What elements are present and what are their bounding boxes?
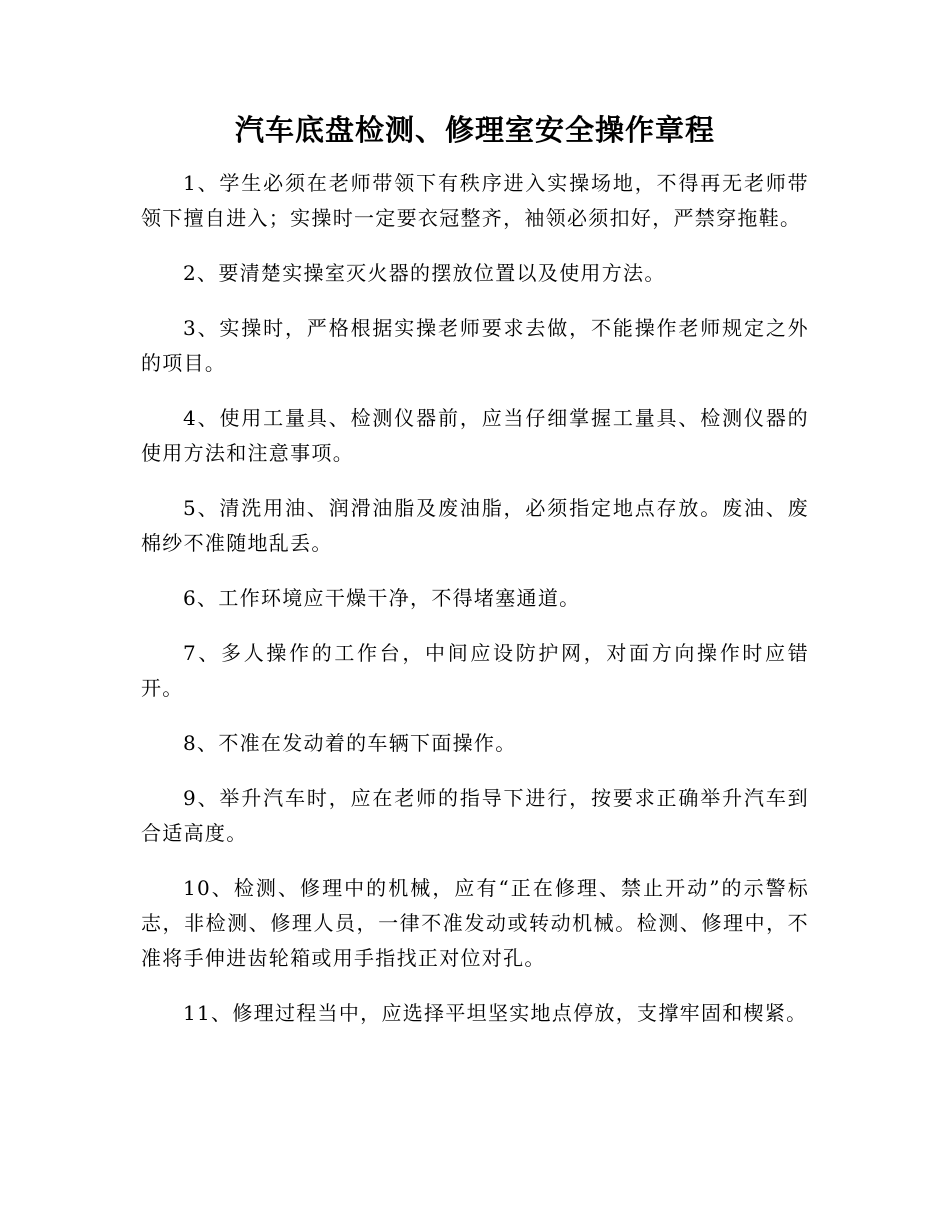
document-body (141, 166, 809, 1051)
paragraph-11: 11、修理过程当中，应选择平坦坚实地点停放，支撑牢固和楔紧。 (183, 1001, 808, 1025)
paragraph-5: 5、清洗用油、润滑油脂及废油脂，必须指定地点存放。废油、废棉纱不准随地乱丢。 (141, 496, 809, 555)
paragraph-7: 7、多人操作的工作台，中间应设防护网，对面方向操作时应错开。 (141, 641, 809, 700)
paragraph-1: 1、学生必须在老师带领下有秩序进入实操场地，不得再无老师带领下擅自进入；实操时一定要衣冠整齐，袖领必须扣好，严禁穿拖鞋。 (141, 171, 809, 230)
paragraph-6: 6、工作环境应干燥干净，不得堵塞通道。 (183, 586, 581, 610)
paragraph-9: 9、举升汽车时，应在老师的指导下进行，按要求正确举升汽车到合适高度。 (141, 786, 809, 845)
document-title: 汽车底盘检测、修理室安全操作章程 (234, 113, 715, 147)
paragraph-2: 2、要清楚实操室灭火器的摆放位置以及使用方法。 (183, 261, 666, 285)
paragraph-10: 10、检测、修理中的机械，应有“正在修理、禁止开动”的示警标志，非检测、修理人员，一律不准发动或转动机械。检测、修理中，不准将手伸进齿轮箱或用手指找正对位对孔。 (141, 876, 809, 970)
paragraph-3: 3、实操时，严格根据实操老师要求去做，不能操作老师规定之外的项目。 (141, 316, 809, 375)
paragraph-8: 8、不准在发动着的车辆下面操作。 (183, 731, 517, 755)
paragraph-4: 4、使用工量具、检测仪器前，应当仔细掌握工量具、检测仪器的使用方法和注意事项。 (141, 406, 809, 465)
